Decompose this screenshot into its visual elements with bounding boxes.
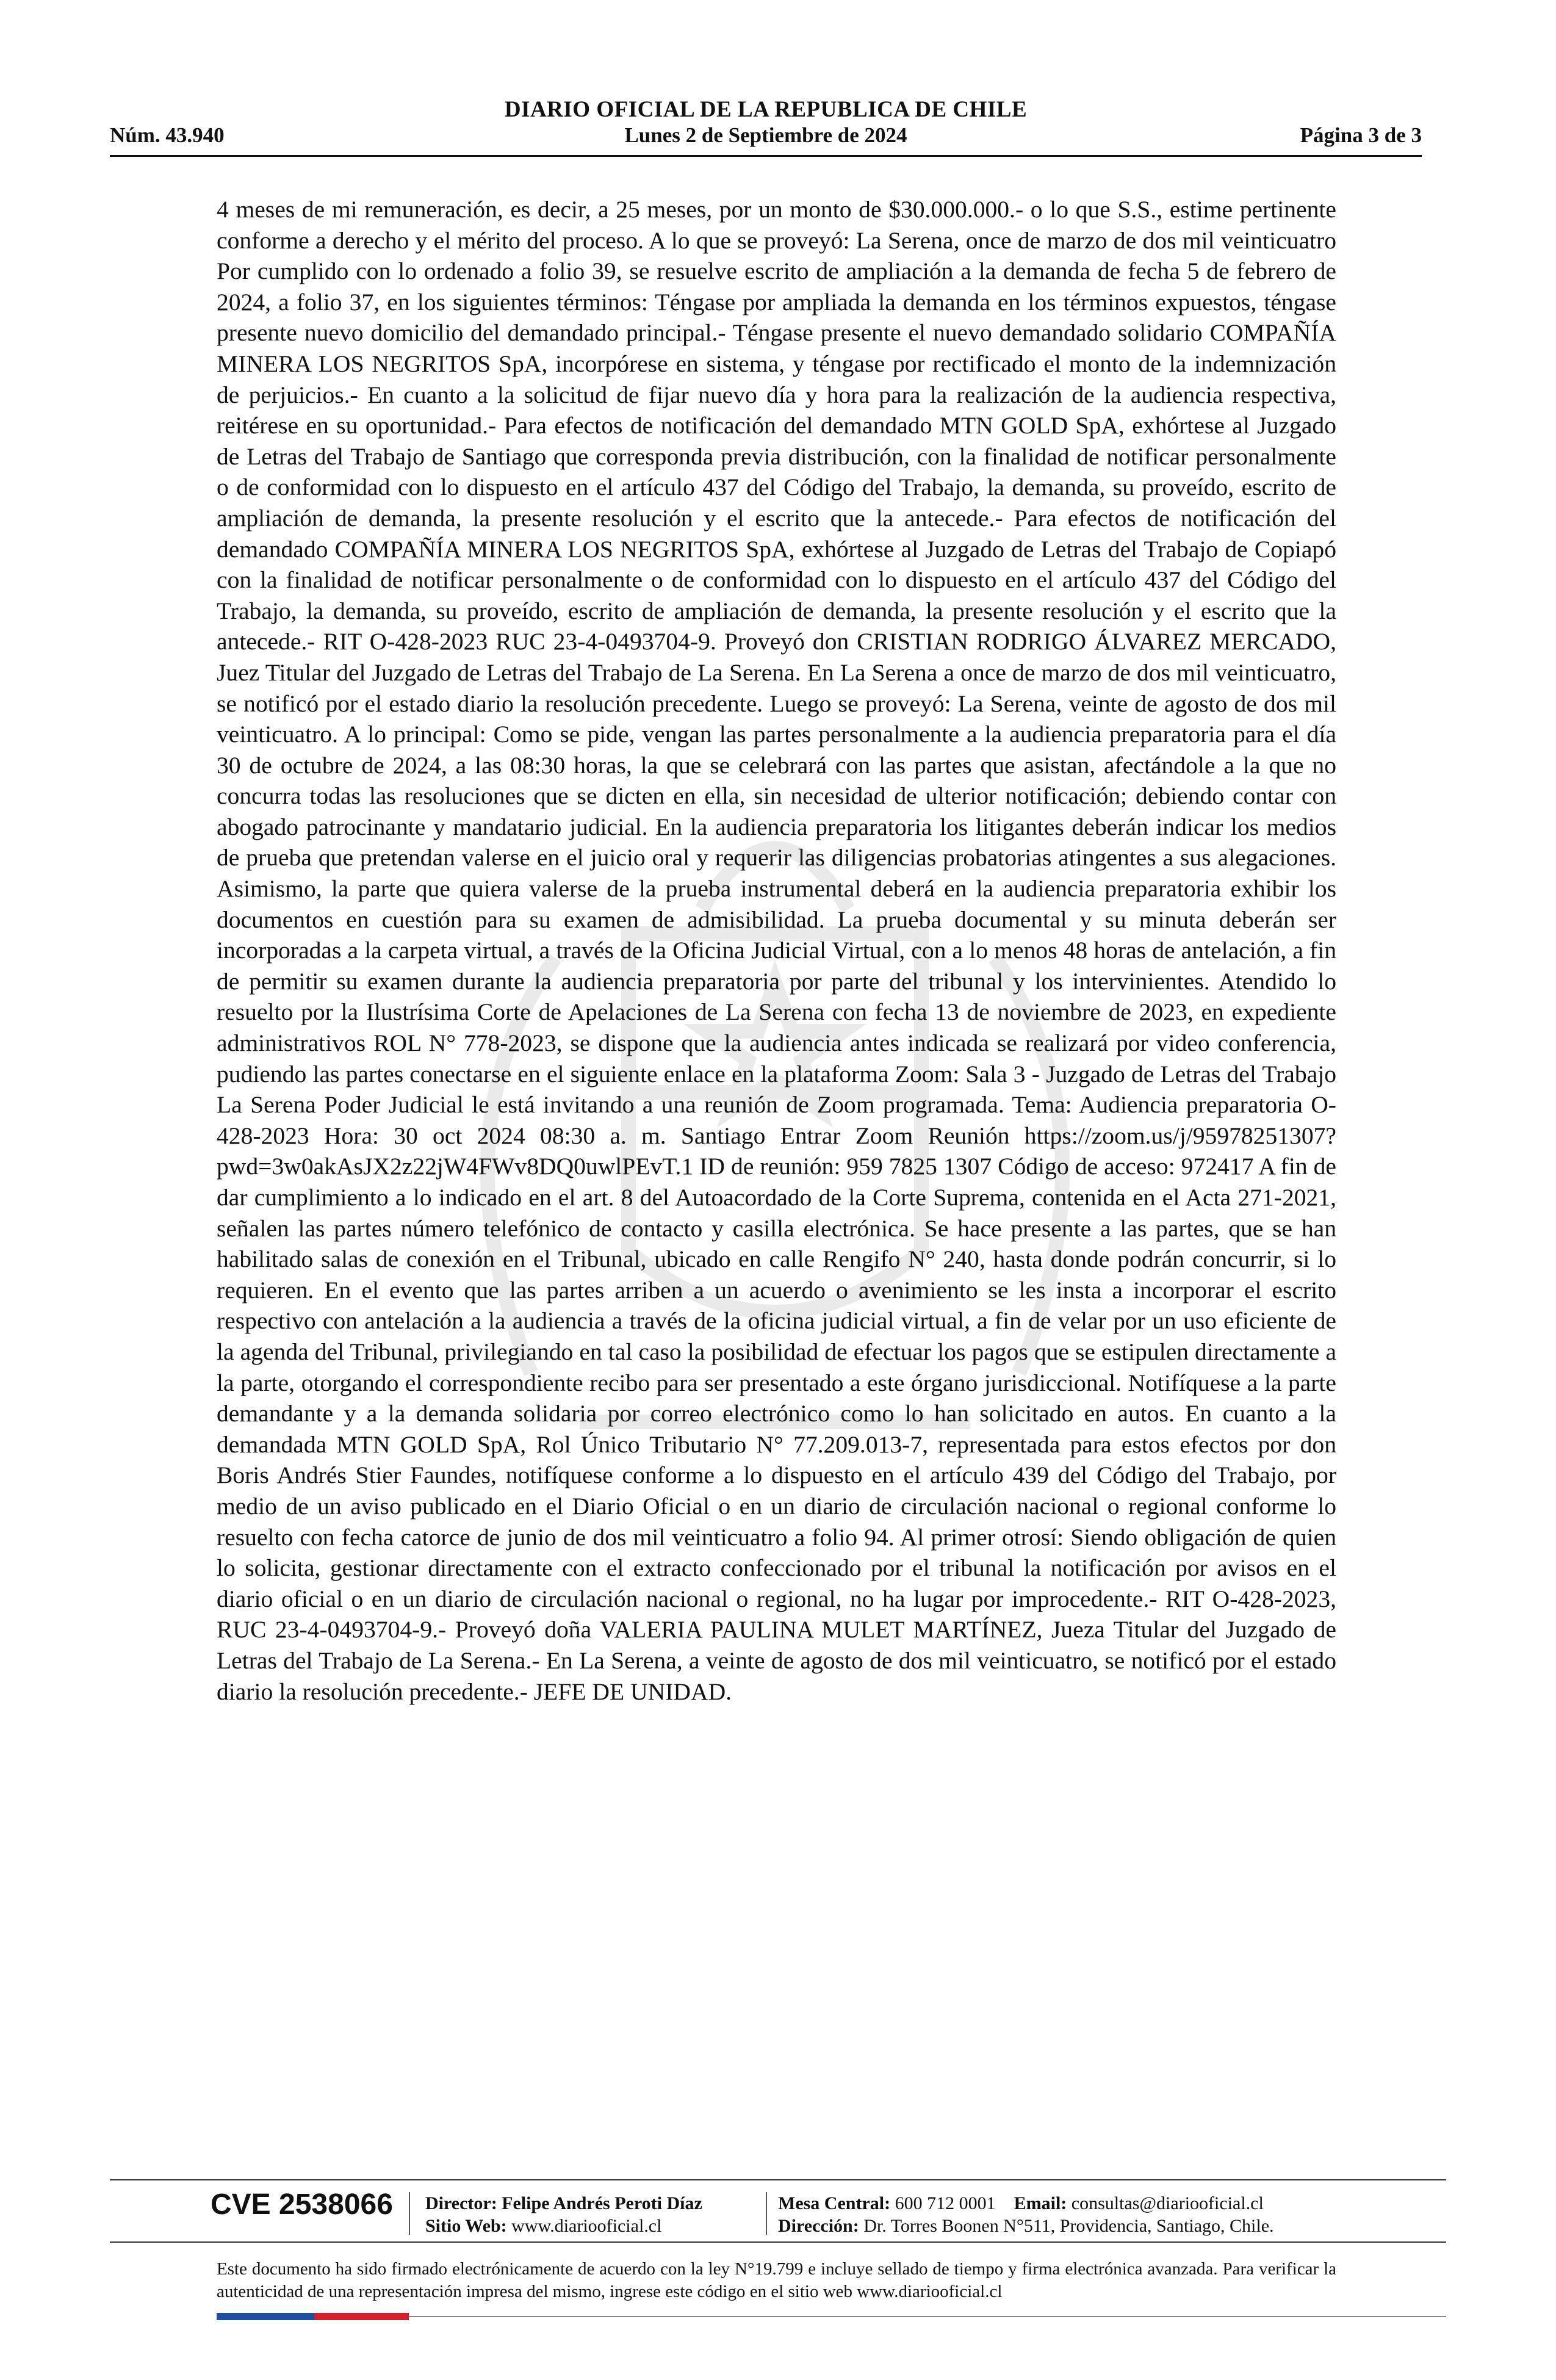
issue-number: Núm. 43.940 bbox=[110, 123, 225, 147]
email-label: Email: bbox=[1014, 2193, 1067, 2213]
flag-stripe-blue bbox=[217, 2313, 314, 2320]
site-link[interactable]: www.diariooficial.cl bbox=[511, 2216, 662, 2236]
site-label: Sitio Web: bbox=[425, 2216, 507, 2236]
address-label: Dirección: bbox=[778, 2216, 859, 2236]
footer-separator bbox=[409, 2192, 410, 2235]
mesa-label: Mesa Central: bbox=[778, 2193, 891, 2213]
footer-bottom-line bbox=[409, 2316, 1446, 2317]
flag-stripe-red bbox=[314, 2313, 409, 2320]
footer-legal-notice: Este documento ha sido firmado electrónicamente de acuerdo con la ley N°19.799 e incluye sellado de tiempo y firma electrónica avanzada. Para verificar la autenticidad de una representación impresa del mismo, ingrese este código en el sitio web www.diariooficial.cl bbox=[217, 2259, 1336, 2301]
document-body bbox=[217, 194, 1336, 1707]
cve-code: CVE 2538066 bbox=[211, 2188, 393, 2221]
director-label: Director: bbox=[425, 2193, 497, 2213]
body-paragraph: 4 meses de mi remuneración, es decir, a 25 meses, por un monto de $30.000.000.- o lo que S.S., estime pertinente conforme a derecho y el mérito del proceso. A lo que se proveyó: La Serena, once de marzo de dos mil veinticuatro Por cumplido con lo ordenado a folio 39, se resuelve escrito de ampliación a la demanda de fecha 5 de febrero de 2024, a folio 37, en los siguientes términos: Téngase por ampliada la demanda en los términos expuestos, téngase presente nuevo domicilio del demandado principal.- Téngase presente el nuevo demandado solidario COMPAÑÍA MINERA LOS NEGRITOS SpA, incorpórese en sistema, y téngase por rectificado el monto de la indemnización de perjuicios.- En cuanto a la solicitud de fijar nuevo día y hora para la realización de la audiencia respectiva, reitérese en su oportunidad.- Para efectos de notificación del demandado MTN GOLD SpA, exhórtese al Juzgado de Letras del Trabajo de Santiago que corresponda previa distribución, con la finalidad de notificar personalmente o de conformidad con lo dispuesto en el artículo 437 del Código del Trabajo, la demanda, su proveído, escrito de ampliación de demanda, la presente resolución y el escrito que la antecede.- Para efectos de notificación del demandado COMPAÑÍA MINERA LOS NEGRITOS SpA, exhórtese al Juzgado de Letras del Trabajo de Copiapó con la finalidad de notificar personalmente o de conformidad con lo dispuesto en el artículo 437 del Código del Trabajo, la demanda, su proveído, escrito de ampliación de demanda, la presente resolución y el escrito que la antecede.- RIT O-428-2023 RUC 23-4-0493704-9. Proveyó don CRISTIAN RODRIGO ÁLVAREZ MERCADO, Juez Titular del Juzgado de Letras del Trabajo de La Serena. En La Serena a once de marzo de dos mil veinticuatro, se notificó por el estado diario la resolución precedente. Luego se proveyó: La Serena, veinte de agosto de dos mil veinticuatro. A lo principal: Como se pide, vengan las partes personalmente a la audiencia preparatoria para el día 30 de octubre de 2024, a las 08:30 horas, la que se celebrará con las partes que asistan, afectándole a la que no concurra todas las resoluciones que se dicten en ella, sin necesidad de ulterior notificación; debiendo contar con abogado patrocinante y mandatario judicial. En la audiencia preparatoria los litigantes deberán indicar los medios de prueba que pretendan valerse en el juicio oral y requerir las diligencias probatorias atingentes a sus alegaciones. Asimismo, la parte que quiera valerse de la prueba instrumental deberá en la audiencia preparatoria exhibir los documentos en cuestión para su examen de admisibilidad. La prueba documental y su minuta deberán ser incorporadas a la carpeta virtual, a través de la Oficina Judicial Virtual, con a lo menos 48 horas de antelación, a fin de permitir su examen durante la audiencia preparatoria por parte del tribunal y los intervinientes. Atendido lo resuelto por la Ilustrísima Corte de Apelaciones de La Serena con fecha 13 de noviembre de 2023, en expediente administrativos ROL N° 778-2023, se dispone que la audiencia antes indicada se realizará por video conferencia, pudiendo las partes conectarse en el siguiente enlace en la plataforma Zoom: Sala 3 - Juzgado de Letras del Trabajo La Serena Poder Judicial le está invitando a una reunión de Zoom programada. Tema: Audiencia preparatoria O-428-2023 Hora: 30 oct 2024 08:30 a. m. Santiago Entrar Zoom Reunión https://zoom.us/j/95978251307?pwd=3w0akAsJX2z22jW4FWv8DQ0uwlPEvT.1 ID de reunión: 959 7825 1307 Código de acceso: 972417 A fin de dar cumplimiento a lo indicado en el art. 8 del Autoacordado de la Corte Suprema, contenida en el Acta 271-2021, señalen las partes número telefónico de contacto y casilla electrónica. Se hace presente a las partes, que se han habilitado salas de conexión en el Tribunal, ubicado en calle Rengifo N° 240, hasta donde podrán concurrir, si lo requieren. En el evento que las partes arriben a un acuerdo o avenimiento se les insta a incorporar el escrito respectivo con antelación a la audiencia a través de la oficina judicial virtual, a fin de velar por un uso eficiente de la agenda del Tribunal, privilegiando en tal caso la posibilidad de efectuar los pagos que se estipulen directamente a la parte, otorgando el correspondiente recibo para ser presentado a este órgano jurisdiccional. Notifíquese a la parte demandante y a la demanda solidaria por correo electrónico como lo han solicitado en autos. En cuanto a la demandada MTN GOLD SpA, Rol Único Tributario N° 77.209.013-7, representada para estos efectos por don Boris Andrés Stier Faundes, notifíquese conforme a lo dispuesto en el artículo 439 del Código del Trabajo, por medio de un aviso publicado en el Diario Oficial o en un diario de circulación nacional o regional conforme lo resuelto con fecha catorce de junio de dos mil veinticuatro a folio 94. Al primer otrosí: Siendo obligación de quien lo solicita, gestionar directamente con el extracto confeccionado por el tribunal la notificación por avisos en el diario oficial o en un diario de circulación nacional o regional, no ha lugar por improcedente.- RIT O-428-2023, RUC 23-4-0493704-9.- Proveyó doña VALERIA PAULINA MULET MARTÍNEZ, Jueza Titular del Juzgado de Letras del Trabajo de La Serena.- En La Serena, a veinte de agosto de dos mil veinticuatro, se notificó por el estado diario la resolución precedente.- JEFE DE UNIDAD. bbox=[217, 196, 1336, 1705]
header-divider bbox=[110, 155, 1422, 157]
email-link[interactable]: consultas@diariooficial.cl bbox=[1071, 2193, 1264, 2213]
director-name: Felipe Andrés Peroti Díaz bbox=[502, 2193, 702, 2213]
footer-separator bbox=[766, 2192, 767, 2235]
footer-mid-divider bbox=[110, 2241, 1446, 2243]
page-header bbox=[110, 92, 1422, 159]
footer-top-divider bbox=[110, 2179, 1446, 2180]
footer-contact-block bbox=[778, 2192, 1274, 2237]
header-info-row bbox=[110, 123, 1422, 150]
issue-date: Lunes 2 de Septiembre de 2024 bbox=[624, 123, 907, 147]
footer-director-block bbox=[425, 2192, 702, 2237]
newspaper-title: DIARIO OFICIAL DE LA REPUBLICA DE CHILE bbox=[504, 97, 1028, 122]
page-number: Página 3 de 3 bbox=[1300, 123, 1422, 147]
mesa-phone: 600 712 0001 bbox=[895, 2193, 996, 2213]
address-value: Dr. Torres Boonen N°511, Providencia, Santiago, Chile. bbox=[863, 2216, 1274, 2236]
